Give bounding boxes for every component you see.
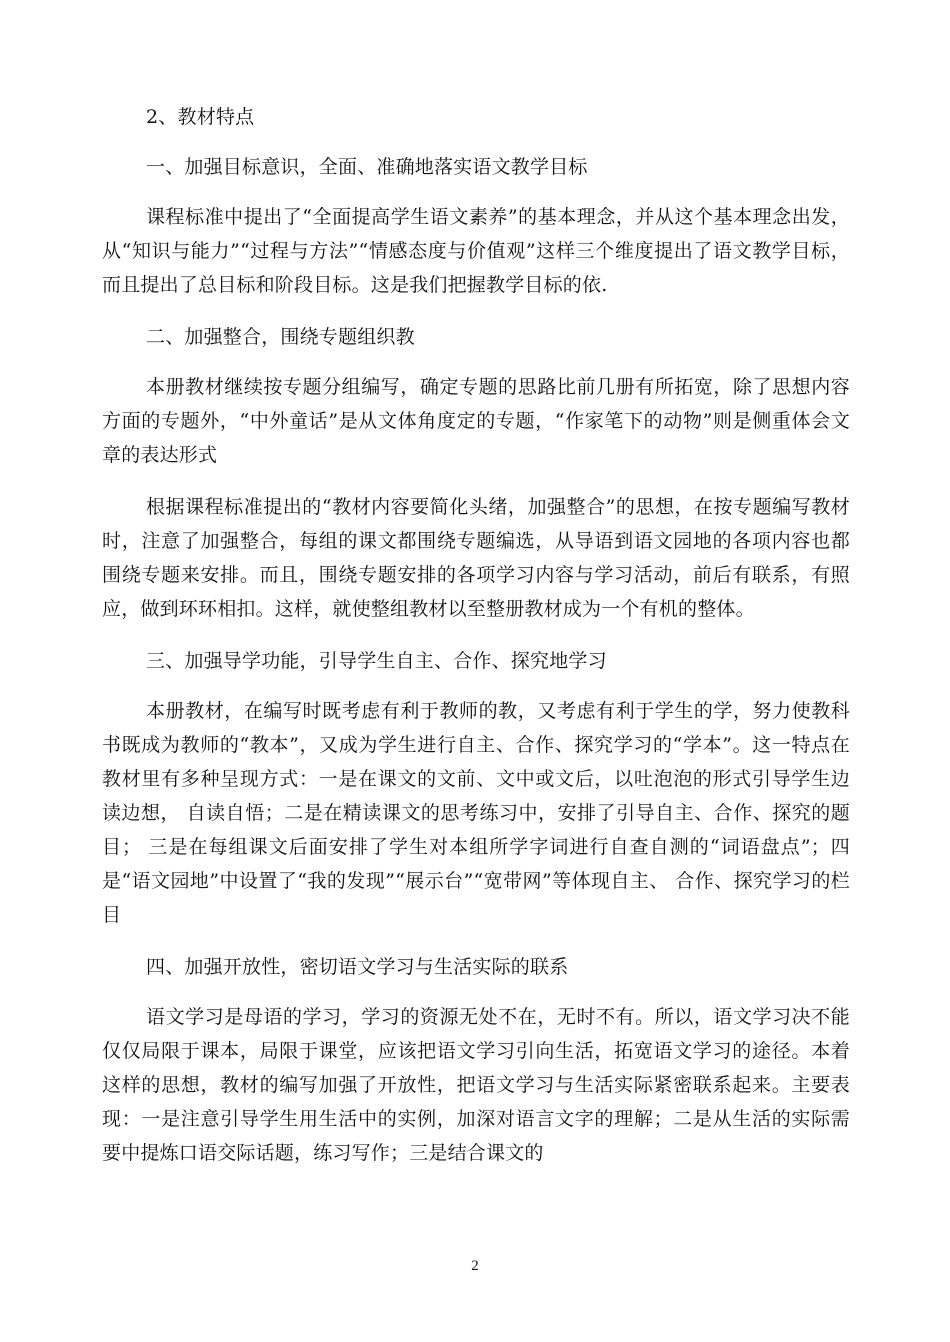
body-paragraph: 本册教材，在编写时既考虑有利于教师的教，又考虑有利于学生的学，努力使教科书既成为教师的“教本”，又成为学生进行自主、合作、探究学习的“学本”。这一特点在教材里有多种呈现方式：一是在课文的文前、文中或文后，以吐泡泡的形式引导学生边读边想， 自读自悟；二是在精读课文的思考练习中，安排了引导自主、合作、探究的题目； 三是在每组课文后面安排了学生对本组所学字词进行自查自测的“词语盘点”；四是“语文园地”中设置了“我的发现”“展示台”“宽带网”等体现自主、 合作、探究学习的栏目 [102,700,850,926]
section-heading: 2、教材特点 [146,106,255,128]
page-number: 2 [471,1258,479,1274]
subsection-heading-4: 四、加强开放性，密切语文学习与生活实际的联系 [146,956,569,978]
subsection-heading-3: 三、加强导学功能，引导学生自主、合作、探究地学习 [146,650,607,672]
subsection-heading-1: 一、加强目标意识，全面、准确地落实语文教学目标 [146,156,588,178]
body-paragraph: 本册教材继续按专题分组编写，确定专题的思路比前几册有所拓宽，除了思想内容方面的专题外，“中外童话”是从文体角度定的专题，“作家笔下的动物”则是侧重体会文章的表达形式 [102,376,850,466]
body-paragraph: 根据课程标准提出的“教材内容要简化头绪，加强整合”的思想，在按专题编写教材时，注意了加强整合，每组的课文都围绕专题编选，从导语到语文园地的各项内容也都围绕专题来安排。而且，围绕专题安排的各项学习内容与学习活动，前后有联系，有照应，做到环环相扣。这样，就使整组教材以至整册教材成为一个有机的整体。 [102,496,850,620]
body-paragraph: 课程标准中提出了“全面提高学生语文素养”的基本理念，并从这个基本理念出发，从“知识与能力”“过程与方法”“情感态度与价值观”这样三个维度提出了语文教学目标，而且提出了总目标和阶段目标。这是我们把握教学目标的依. [102,206,850,296]
subsection-heading-2: 二、加强整合，围绕专题组织教 [146,326,415,348]
body-paragraph: 语文学习是母语的学习，学习的资源无处不在，无时不有。所以，语文学习决不能仅仅局限于课本，局限于课堂，应该把语文学习引向生活，拓宽语文学习的途径。本着这样的思想，教材的编写加强了开放性，把语文学习与生活实际紧密联系起来。主要表现：一是注意引导学生用生活中的实例，加深对语言文字的理解；二是从生活的实际需要中提炼口语交际话题，练习写作；三是结合课文的 [102,1006,850,1164]
document-page [102,100,850,1188]
